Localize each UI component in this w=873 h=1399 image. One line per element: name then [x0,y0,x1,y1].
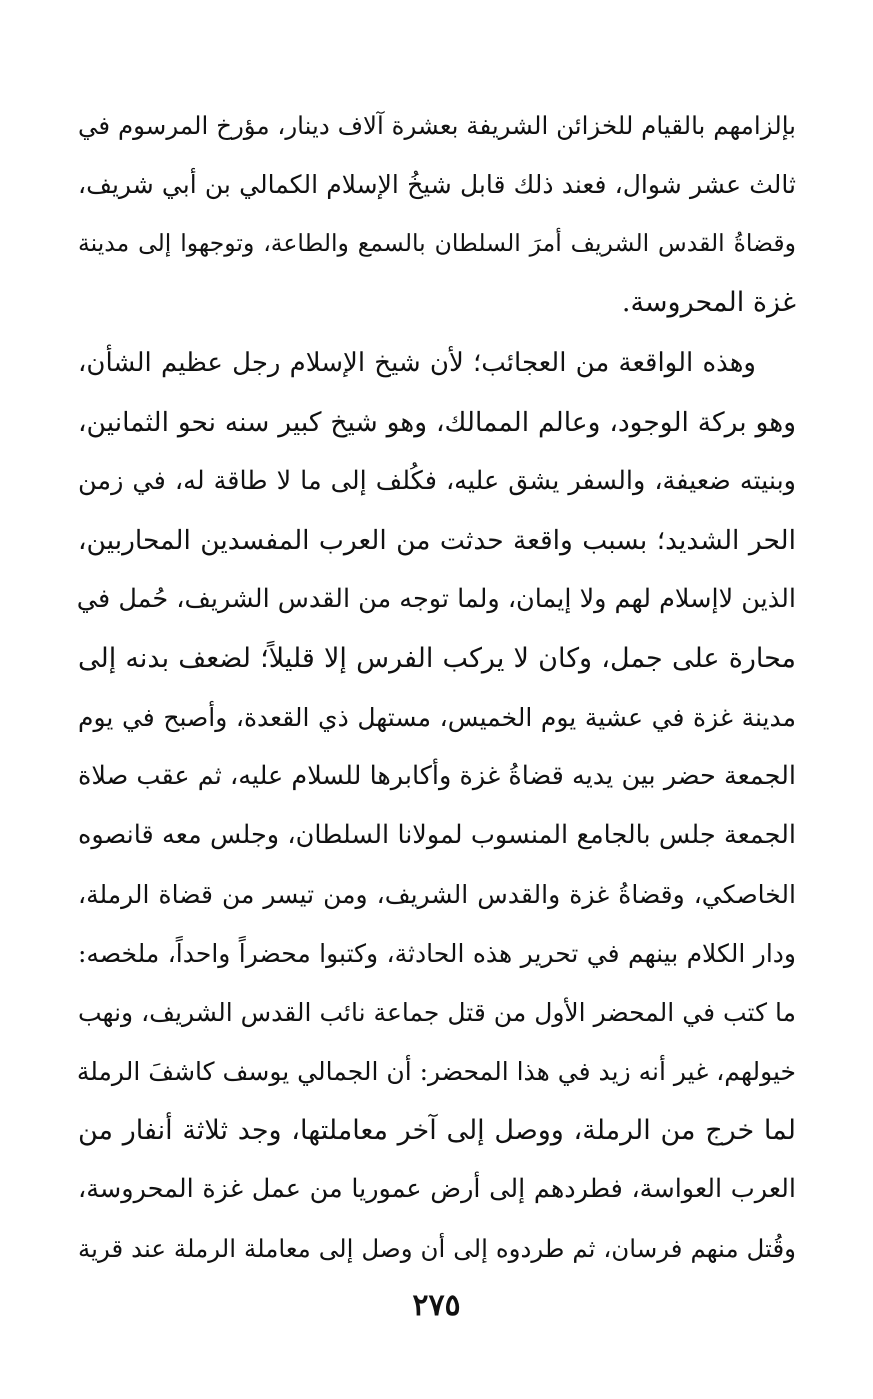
text-line: ثالث عشر شوال، فعند ذلك قابل شيخُ الإسلام الكمالي بن أبي شريف، [78,170,796,199]
paragraph-2 [78,334,796,1278]
page-number: ٢٧٥ [412,1288,461,1323]
paragraph-1 [78,96,796,332]
text-line: غزة المحروسة. [621,287,796,318]
text-line: العرب العواسة، فطردهم إلى أرض عموريا من عمل غزة المحروسة، [78,1174,796,1204]
text-line: مدينة غزة في عشية يوم الخميس، مستهل ذي القعدة، وأصبح في يوم [78,703,796,732]
text-line: محارة على جمل، وكان لا يركب الفرس إلا قليلاً؛ لضعف بدنه إلى [78,643,796,674]
text-line: بإلزامهم بالقيام للخزائن الشريفة بعشرة آلاف دينار، مؤرخ المرسوم في [78,111,796,140]
text-line: وهذه الواقعة من العجائب؛ لأن شيخ الإسلام رجل عظيم الشأن، [78,348,756,378]
text-line: وبنيته ضعيفة، والسفر يشق عليه، فكُلف إلى ما لا طاقة له، في زمن [78,466,796,496]
text-line: خيولهم، غير أنه زيد في هذا المحضر: أن الجمالي يوسف كاشفَ الرملة [76,1057,796,1086]
text-line: لما خرج من الرملة، ووصل إلى آخر معاملتها، وجد ثلاثة أنفار من [78,1115,796,1146]
text-line: وقضاةُ القدس الشريف أمرَ السلطان بالسمع والطاعة، وتوجهوا إلى مدينة [78,229,796,257]
text-line: ودار الكلام بينهم في تحرير هذه الحادثة، وكتبوا محضراً واحداً، ملخصه: [78,939,796,968]
text-line: الخاصكي، وقضاةُ غزة والقدس الشريف، ومن تيسر من قضاة الرملة، [78,880,796,909]
text-line: الجمعة جلس بالجامع المنسوب لمولانا السلطان، وجلس معه قانصوه [78,820,796,850]
text-line: الجمعة حضر بين يديه قضاةُ غزة وأكابرها للسلام عليه، ثم عقب صلاة [78,761,796,791]
text-line: ما كتب في المحضر الأول من قتل جماعة نائب القدس الشريف، ونهب [78,998,796,1027]
text-line: الذين لاإسلام لهم ولا إيمان، ولما توجه من القدس الشريف، حُمل في [76,584,796,614]
text-line: وقُتل منهم فرسان، ثم طردوه إلى أن وصل إلى معاملة الرملة عند قرية [78,1234,796,1263]
text-line: الحر الشديد؛ بسبب واقعة حدثت من العرب المفسدين المحاربين، [78,525,796,556]
text-line: وهو بركة الوجود، وعالم الممالك، وهو شيخ كبير سنه نحو الثمانين، [78,407,796,438]
